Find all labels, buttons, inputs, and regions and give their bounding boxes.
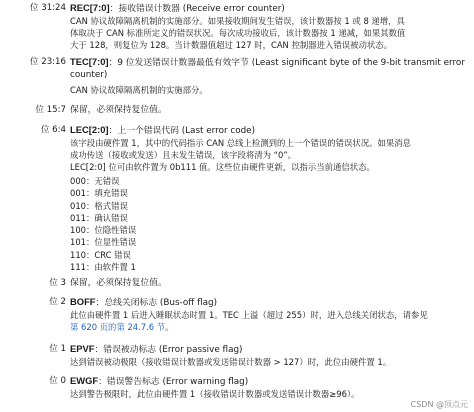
detail-line-end: 。 <box>165 322 174 332</box>
bit-range: 位 2 <box>49 297 66 307</box>
field-detail <box>70 15 470 51</box>
field-detail <box>70 309 470 333</box>
field-name: BOFF <box>70 296 96 307</box>
bit-range: 位 0 <box>49 376 66 386</box>
field-detail <box>70 84 470 96</box>
section-link[interactable]: 第 620 页的第 24.7.6 节 <box>70 322 166 332</box>
field-name: REC[7:0] <box>70 2 110 13</box>
field-description: ：上一个错误代码 (Last error code) <box>108 126 256 136</box>
watermark: CSDN @顶点元 <box>410 400 468 409</box>
detail-line <box>70 321 470 333</box>
field-title <box>70 375 470 388</box>
field-description: ：9 位发送错误计数器最低有效字节 (Least significant byte of the 9-bit transmit error <box>108 58 465 68</box>
detail-line: 成功传送（接收或发送）且未发生错误，该字段将清为 “0”。 <box>70 150 297 160</box>
bit-range: 位 23:16 <box>29 57 66 67</box>
error-code-item: 110：CRC 错误 <box>70 249 131 260</box>
bit-range: 位 15:7 <box>35 105 66 115</box>
detail-line: 此位由硬件置 1 后进入睡眠状态时置 1。TEC 上溢（超过 255）时，进入总线关闭状态，请参见 <box>70 310 428 320</box>
error-code-item: 111：由软件置 1 <box>70 262 136 273</box>
bit-range: 位 31:24 <box>29 3 66 13</box>
reserved-note: 保留，必须保持复位值。 <box>70 105 167 115</box>
field-name: EWGF <box>70 375 99 386</box>
field-title <box>70 296 470 309</box>
field-title-continued: counter) <box>70 70 108 80</box>
detail-line: LEC[2:0] 位可由软件置为 0b111 值。这些位由硬件更新，以指示当前通信状态。 <box>70 162 375 172</box>
field-name: LEC[2:0] <box>70 124 109 135</box>
field-name: EPVF <box>70 343 95 354</box>
error-code-item: 010：格式错误 <box>70 200 128 211</box>
detail-line: CAN 协议故障隔离机制的实施部分。如果接收期间发生错误，该计数器按 1 或 8 递增，具 <box>70 16 405 26</box>
field-title <box>70 2 470 15</box>
field-description: ：总线关闭标志 (Bus-off flag) <box>95 298 218 308</box>
bit-range: 位 6:4 <box>40 125 66 135</box>
detail-line: 达到警告极限时，此位由硬件置 1（接收错误计数器或发送错误计数器≥96）。 <box>70 389 360 399</box>
detail-line: 体取决于 CAN 标准所定义的错误状况。每次成功接收后，该计数器按 1 递减，如果其数值 <box>70 28 406 38</box>
error-code-list <box>70 175 470 273</box>
field-detail <box>70 137 470 173</box>
error-code-item: 100：位隐性错误 <box>70 225 137 236</box>
reserved-note: 保留，必须保持复位值。 <box>70 278 167 288</box>
detail-line: 达到错误被动极限（接收错误计数器或发送错误计数器 > 127）时，此位由硬件置 1。 <box>70 357 392 367</box>
detail-line: 该字段由硬件置 1，其中的代码指示 CAN 总线上检测到的上一个错误的错误状况。如果消息 <box>70 138 412 148</box>
error-code-item: 011：确认错误 <box>70 212 128 223</box>
bit-range: 位 1 <box>49 344 66 354</box>
detail-line: 大于 128，则复位为 128。当计数器值超过 127 时，CAN 控制器进入错误被动状态。 <box>70 40 392 50</box>
error-code-item: 101：位显性错误 <box>70 237 137 248</box>
field-description: ：错误被动标志 (Error passive flag) <box>94 345 243 355</box>
error-code-item: 001：填充错误 <box>70 188 128 199</box>
detail-line: CAN 协议故障隔离机制的实施部分。 <box>70 85 208 95</box>
field-description: ：错误警告标志 (Error warning flag) <box>98 377 249 387</box>
bit-range: 位 3 <box>49 278 66 288</box>
field-description: ：接收错误计数器 (Receive error counter) <box>109 4 285 14</box>
field-title <box>70 343 470 356</box>
field-title <box>70 56 470 69</box>
field-detail <box>70 356 470 368</box>
field-name: TEC[7:0] <box>70 56 109 67</box>
field-title <box>70 124 470 137</box>
error-code-item: 000：无错误 <box>70 176 120 186</box>
